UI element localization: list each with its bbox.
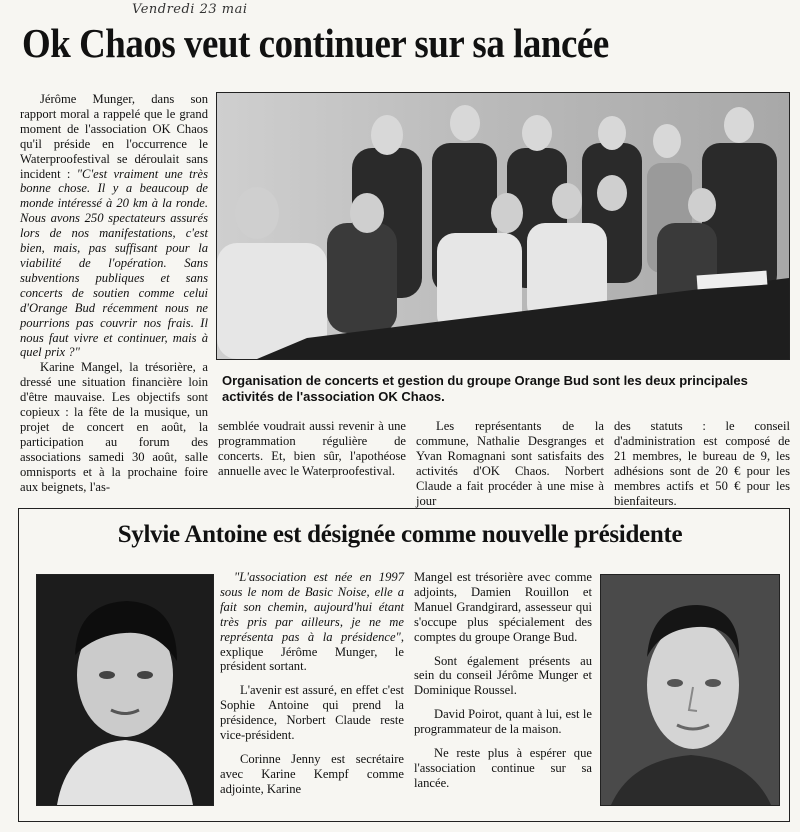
paragraph: Ne reste plus à espérer que l'association continue sur sa lancée. <box>414 746 592 790</box>
article-column-2 <box>218 419 406 479</box>
article-column-4 <box>614 419 790 508</box>
group-photo <box>216 92 790 360</box>
paragraph: des statuts : le conseil d'administration est composé de 21 membres, le bureau de 9, les adhésions sont de 20 € pour les membres actifs et 50 € pour les bienfaiteurs. <box>614 419 790 508</box>
handwritten-date: Vendredi 23 mai <box>132 2 248 17</box>
paragraph: Corinne Jenny est secrétaire avec Karine Kempf comme adjointe, Karine <box>220 751 404 796</box>
paragraph <box>20 92 208 360</box>
paragraph <box>220 570 404 674</box>
portrait-man-image <box>601 575 779 805</box>
portrait-sylvie-antoine <box>36 574 214 806</box>
sidebar-column-a <box>220 570 404 797</box>
paragraph: Sont également présents au sein du conseil Jérôme Munger et Dominique Roussel. <box>414 653 592 698</box>
sidebar-headline: Sylvie Antoine est désignée comme nouvelle présidente <box>117 521 683 548</box>
paragraph: Karine Mangel, la trésorière, a dressé une situation financière loin d'être mauvaise. Les objectifs sont copieux : la fête de la musique, un projet de concert en août, la participation au forum des associations samedi 30 août, salle omnisports et à la prochaine foire aux beignets, l'as- <box>20 360 208 494</box>
article-column-3 <box>416 419 604 508</box>
portrait-woman-image <box>37 575 213 805</box>
group-photo-image <box>217 93 789 359</box>
paragraph-text: Jérôme Munger, dans son rapport moral a rappelé que le grand moment de l'association OK Chaos qu'il préside en l'occurrence le Waterproofestival se déroulait sans incident : <box>20 92 208 181</box>
quote-munger: "C'est vraiment une très bonne chose. Il y a beaucoup de monde intéressé à 20 km à la ronde. Nous avons 250 spectateurs assurés lors de nos manifestations, c'est bien, mais, pas suffisant pour la viabilité de l'opération. Sans subventions publiques et sans concerts de soutien comme celui d'Orange Bud récemment nous ne pourrions pas couvrir nos frais. Il nous faut vivre et continuer, mais à quel prix ?" <box>20 166 208 360</box>
sidebar-column-b <box>414 570 592 791</box>
portrait-man <box>600 574 780 806</box>
paragraph: L'avenir est assuré, en effet c'est Sophie Antoine qui prend la présidence, Norbert Claude reste vice-président. <box>220 683 404 743</box>
paragraph: Mangel est trésorière avec comme adjoints, Damien Rouillon et Manuel Grandgirard, assesseur qui s'occupe plus spécialement des comptes du groupe Orange Bud. <box>414 570 592 644</box>
article-column-1 <box>20 92 208 494</box>
quote-munger-2: "L'association est née en 1997 sous le nom de Basic Noise, elle a fait son chemin, aujourd'hui étant très pris par ailleurs, je ne me représenta pas à la présidence" <box>220 570 404 644</box>
headline: Ok Chaos veut continuer sur sa lancée <box>22 20 609 66</box>
paragraph: semblée voudrait aussi revenir à une programmation régulière de concerts. Et, bien sûr, l'apothéose annuelle avec le Waterproofestival. <box>218 419 406 478</box>
photo-caption: Organisation de concerts et gestion du groupe Orange Bud sont les deux principales activités de l'association OK Chaos. <box>222 373 748 404</box>
paragraph: Les représentants de la commune, Nathalie Desgranges et Yvan Romagnani sont satisfaits des activités d'OK Chaos. Norbert Claude a fait procéder à une mise à jour <box>416 419 604 508</box>
paragraph: David Poirot, quant à lui, est le programmateur de la maison. <box>414 707 592 737</box>
paragraph-text: , explique Jérôme Munger, le président sortant. <box>220 629 404 674</box>
